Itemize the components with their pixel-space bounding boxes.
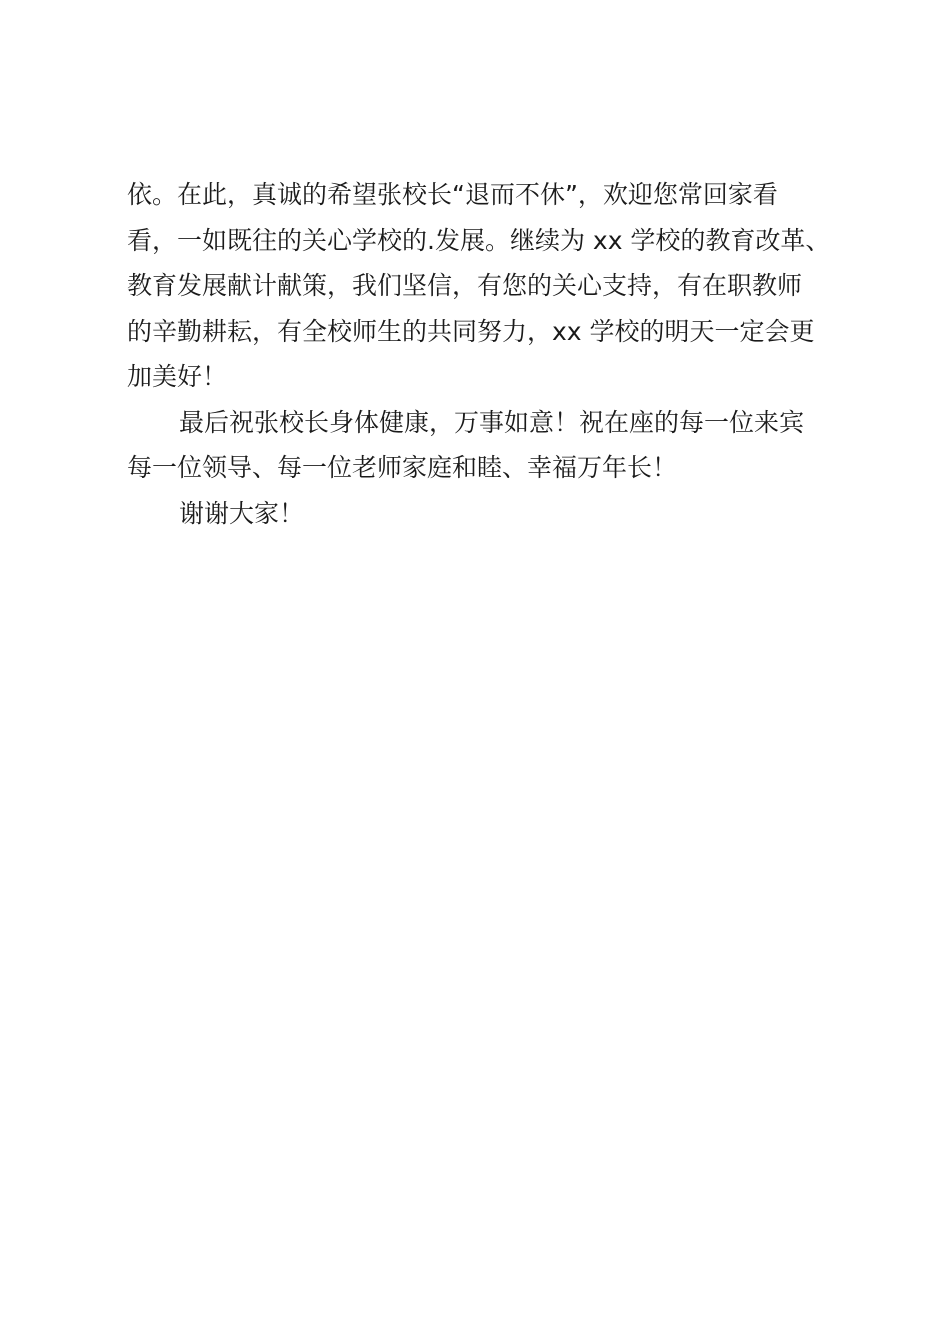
paragraph-line: 加美好！ xyxy=(127,362,228,391)
paragraph-line: 看，一如既往的关心学校的.发展。继续为 xx 学校的教育改革、 xyxy=(127,225,831,255)
body-text xyxy=(127,172,837,536)
paragraph-line: 最后祝张校长身体健康，万事如意！祝在座的每一位来宾 xyxy=(179,407,805,437)
paragraph-line: 每一位领导、每一位老师家庭和睦、幸福万年长！ xyxy=(127,453,678,482)
paragraph-line: 教育发展献计献策，我们坚信，有您的关心支持，有在职教师 xyxy=(127,271,803,300)
closing-line: 谢谢大家！ xyxy=(179,498,305,528)
paragraph-line: 依。在此，真诚的希望张校长“退而不休”，欢迎您常回家看 xyxy=(127,180,778,209)
paragraph-line: 的辛勤耕耘，有全校师生的共同努力，xx 学校的明天一定会更 xyxy=(127,316,815,346)
